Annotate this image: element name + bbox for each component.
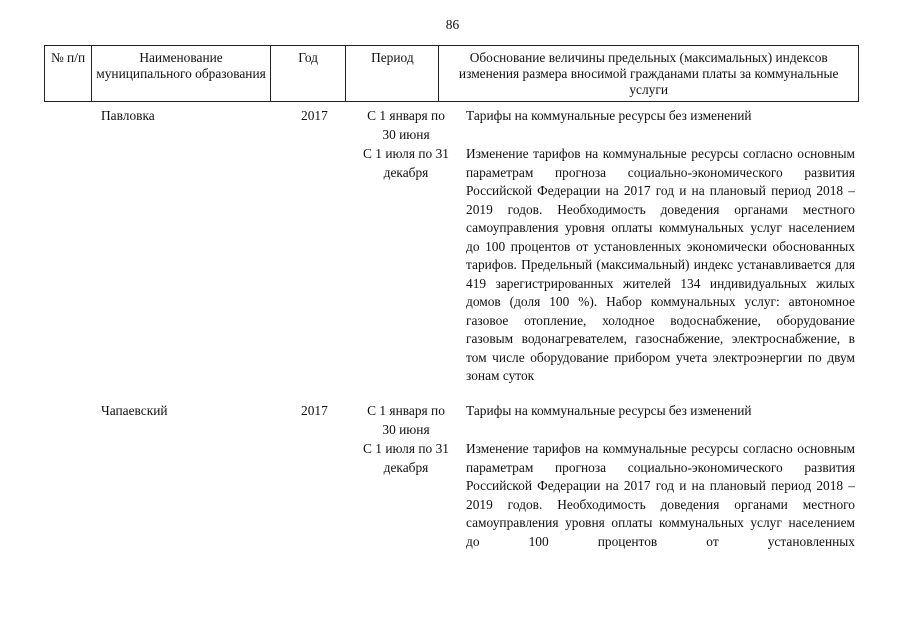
row-year: 2017 xyxy=(301,108,328,123)
row-justification-unchanged: Тарифы на коммунальные ресурсы без изменений xyxy=(466,403,752,418)
row-justification-detail: Изменение тарифов на коммунальные ресурсы согласно основным параметрам прогноза социально-экономического развития Российской Федерации на 2017 год и на плановый период 2018 – 2019 годов. Необходимость доведения органами местного самоуправления уровня оплаты коммунальных услуг населением до 100 процентов от установленных экономически обоснованных тарифов. Предельный (максимальный) индекс устанавливается для 419 зарегистрированных жителей 134 индивидуальных жилых домов (доля 100 %). Набор коммунальных услуг: автономное газовое отопление, холодное водоснабжение, оборудование газовым водонагревателем, газоснабжение, электроснабжение, в том числе оборудование прибором учета электроэнергии по двум зонам суток xyxy=(466,146,855,383)
table-header xyxy=(44,45,859,102)
header-municipality: Наименование муниципального образования xyxy=(92,46,271,102)
page-number: 86 xyxy=(445,17,460,32)
header-period: Период xyxy=(346,46,439,102)
header-justification: Обоснование величины предельных (максимальных) индексов изменения размера вносимой гражданами платы за коммунальные услуги xyxy=(439,46,859,102)
row-period-first-half: С 1 января по 30 июня xyxy=(367,403,445,437)
row-period-second-half: С 1 июля по 31 декабря xyxy=(363,146,449,180)
header-number: № п/п xyxy=(45,46,92,102)
header-year: Год xyxy=(270,46,345,102)
row-name: Чапаевский xyxy=(101,403,168,418)
row-period-second-half: С 1 июля по 31 декабря xyxy=(363,441,449,475)
row-period-first-half: С 1 января по 30 июня xyxy=(367,108,445,142)
row-justification-detail: Изменение тарифов на коммунальные ресурсы согласно основным параметрам прогноза социально-экономического развития Российской Федерации на 2017 год и на плановый период 2018 – 2019 годов. Необходимость доведения органами местного самоуправления уровня оплаты коммунальных услуг населением до 100 процентов от установленных xyxy=(466,441,855,549)
row-name: Павловка xyxy=(101,108,155,123)
row-justification-unchanged: Тарифы на коммунальные ресурсы без изменений xyxy=(466,108,752,123)
row-year: 2017 xyxy=(301,403,328,418)
